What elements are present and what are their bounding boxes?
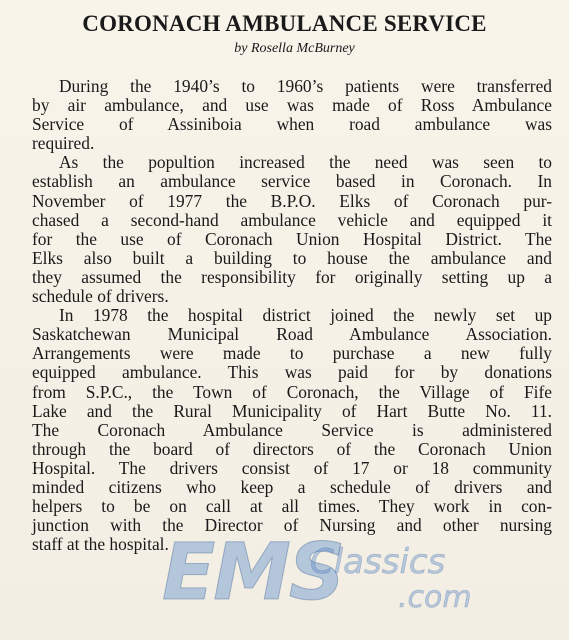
text-line: staff at the hospital. [32, 534, 169, 555]
text-line: Hospital. The drivers consist of 17 or 18 community [32, 457, 552, 478]
text-line: schedule of drivers. [32, 286, 169, 307]
article-byline: by Rosella McBurney [234, 41, 355, 56]
text-line: Arrangements were made to purchase a new fully [32, 343, 552, 364]
text-line: Saskatchewan Municipal Road Ambulance Association. [32, 324, 552, 345]
text-line: for the use of Coronach Union Hospital District. The [32, 228, 552, 249]
article-title: CORONACH AMBULANCE SERVICE [82, 11, 487, 36]
watermark-com: .com [398, 580, 472, 615]
text-line: In 1978 the hospital district joined the newly set up [59, 305, 552, 326]
text-line: Lake and the Rural Municipality of Hart Butte No. 11. [32, 400, 552, 421]
text-line: through the board of directors of the Coronach Union [32, 438, 552, 459]
text-line: Elks also built a building to house the ambulance and [32, 247, 552, 268]
text-line: by air ambulance, and use was made of Ross Ambulance [32, 95, 552, 116]
watermark-classics: Classics [310, 542, 446, 582]
text-line: they assumed the responsibility for originally setting up a [32, 266, 552, 287]
text-line: helpers to be on call at all times. They work in con- [32, 496, 552, 517]
text-line: chased a second-hand ambulance vehicle and equipped it [32, 209, 552, 230]
text-line: required. [32, 133, 95, 154]
article-body [32, 77, 552, 554]
text-line: During the 1940’s to 1960’s patients were transferred [59, 76, 552, 96]
text-line: The Coronach Ambulance Service is administered [32, 419, 552, 440]
text-line: Service of Assiniboia when road ambulance was [32, 114, 552, 135]
text-line: As the popultion increased the need was seen to [59, 152, 552, 173]
text-line: November of 1977 the B.P.O. Elks of Coronach pur- [32, 190, 552, 211]
watermark-ems: EMS [162, 528, 344, 618]
text-line: equipped ambulance. This was paid for by donations [32, 362, 552, 383]
text-line: minded citizens who keep a schedule of drivers and [32, 476, 552, 497]
text-line: junction with the Director of Nursing and other nursing [32, 515, 552, 536]
text-line: establish an ambulance service based in Coronach. In [32, 171, 552, 192]
text-line: from S.P.C., the Town of Coronach, the Village of Fife [32, 381, 552, 402]
